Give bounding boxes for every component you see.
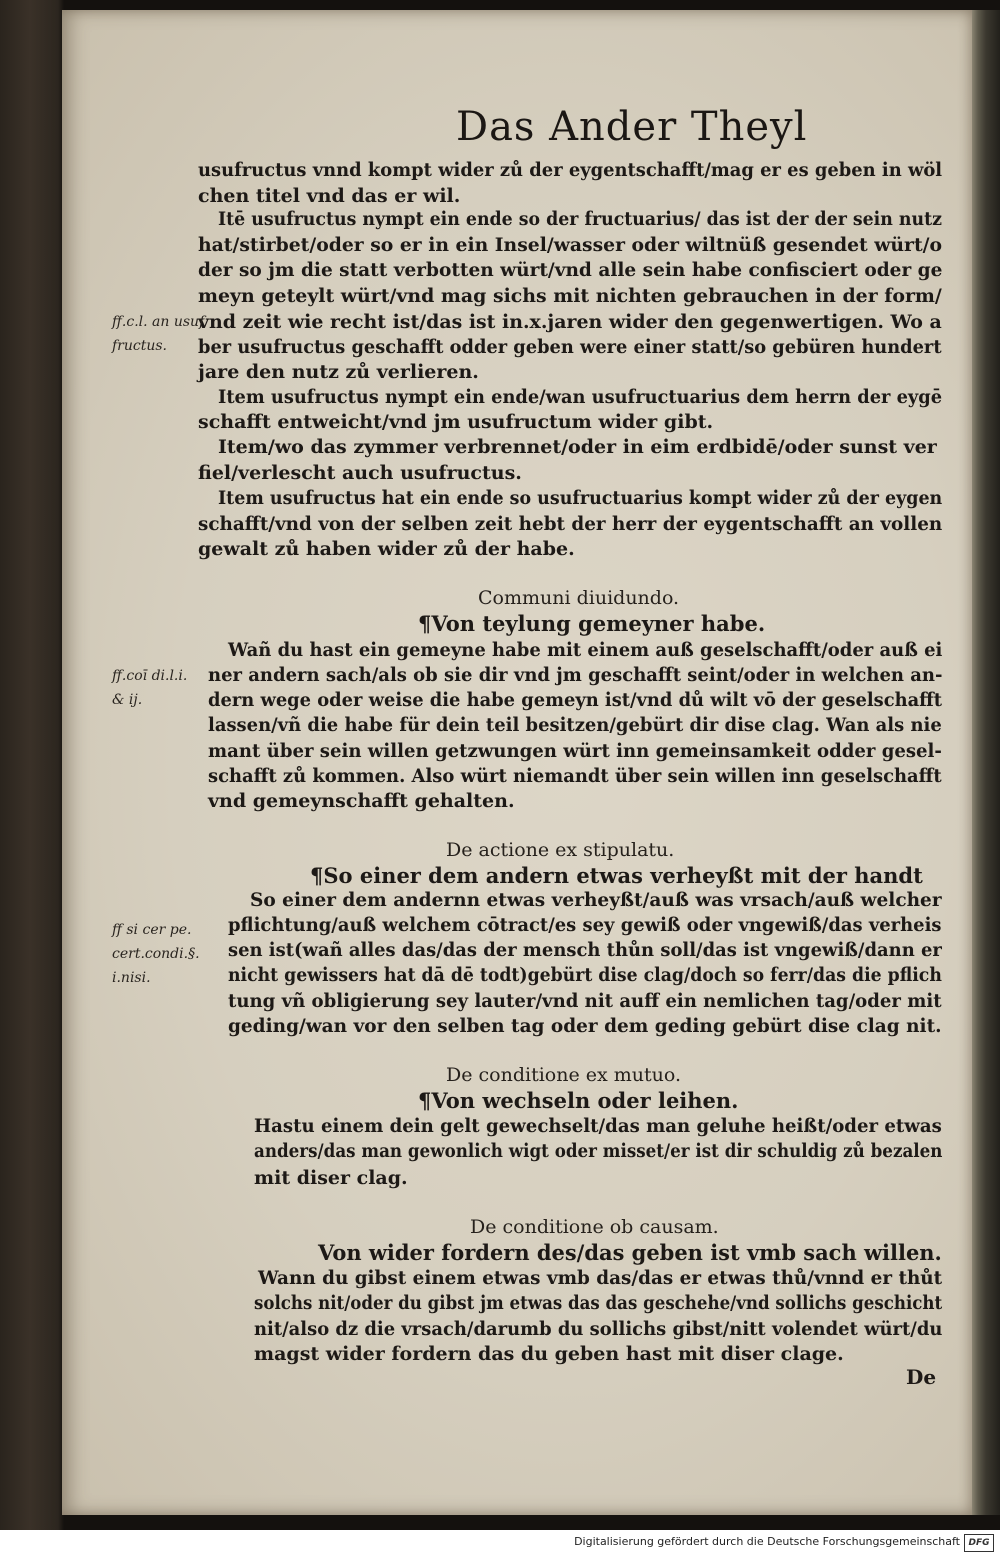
section-subheading: ¶So einer dem andern etwas verheyßt mit der handt (310, 863, 923, 888)
text-line: nicht gewissers hat dā dē todt)gebürt dise clag/doch so ferr/das die pflich (228, 964, 942, 986)
text-line: hat/stirbet/oder so er in ein Insel/wasser oder wiltnüß gesendet würt/o (198, 234, 942, 256)
footer-credit: Digitalisierung gefördert durch die Deutsche Forschungsgemeinschaft (574, 1535, 960, 1548)
margin-note: cert.condi.§. (112, 946, 200, 962)
dfg-logo-icon: DFG (964, 1534, 994, 1552)
text-line: mant über sein willen getzwungen würt inn gemeinsamkeit odder gesel- (208, 740, 942, 762)
text-line: schafft/vnd von der selben zeit hebt der herr der eygentschafft an vollen (198, 513, 943, 535)
section-subheading: ¶Von teylung gemeyner habe. (418, 611, 766, 636)
text-line: ner andern sach/als ob sie dir vnd jm geschafft seint/oder in welchen an- (208, 664, 943, 686)
footer-strip (0, 1530, 1000, 1555)
text-line: Wañ du hast ein gemeyne habe mit einem auß geselschafft/oder auß ei (228, 639, 943, 661)
text-line: ber usufructus geschafft odder geben were einer statt/so gebüren hundert (198, 336, 942, 358)
section-subheading: ¶Von wechseln oder leihen. (418, 1088, 739, 1113)
text-line: lassen/vñ die habe für dein teil besitzen/gebürt dir dise clag. Wan als nie (208, 714, 942, 736)
section-heading: De conditione ob causam. (470, 1216, 719, 1238)
text-line: Item usufructus nympt ein ende/wan usufructuarius dem herrn der eygē (218, 386, 943, 408)
margin-note: ff.c.l. an usuf (112, 314, 205, 330)
text-line: mit diser clag. (254, 1167, 408, 1189)
text-line: der so jm die statt verbotten würt/vnd alle sein habe confisciert oder ge (198, 259, 943, 281)
text-line: schafft entweicht/vnd jm usufructum wider gibt. (198, 411, 714, 433)
margin-note: & ij. (112, 692, 143, 708)
section-heading: Communi diuidundo. (478, 587, 680, 609)
text-line: dern wege oder weise die habe gemeyn ist/vnd dů wilt vō der geselschafft (208, 689, 943, 711)
text-line: Item/wo das zymmer verbrennet/oder in eim erdbidē/oder sunst ver (218, 436, 937, 458)
margin-note: ff si cer pe. (112, 922, 192, 938)
text-line: chen titel vnd das er wil. (198, 185, 461, 207)
text-line: Itē usufructus nympt ein ende so der fructuarius/ das ist der der sein nutz (218, 208, 943, 230)
section-subheading: Von wider fordern des/das geben ist vmb sach willen. (318, 1240, 942, 1265)
text-line: pflichtung/auß welchem cōtract/es sey gewiß oder vngewiß/das verheis (228, 914, 942, 936)
catchword: De (906, 1365, 937, 1389)
text-line: tung vñ obligierung sey lauter/vnd nit auff ein nemlichen tag/oder mit (228, 990, 942, 1012)
text-line: fiel/verlescht auch usufructus. (198, 462, 522, 484)
text-line: usufructus vnnd kompt wider zů der eygentschafft/mag er es geben in wöl (198, 159, 943, 181)
text-line: nit/also dz die vrsach/darumb du sollichs gibst/nitt volendet würt/du (254, 1318, 943, 1340)
margin-note: ff.coī di.l.i. (112, 668, 188, 684)
text-line: Item usufructus hat ein ende so usufructuarius kompt wider zů der eygen (218, 487, 943, 509)
text-line: schafft zů kommen. Also würt niemandt über sein willen inn geselschafft (208, 765, 942, 787)
section-heading: De actione ex stipulatu. (446, 839, 675, 861)
text-line: solchs nit/oder du gibst jm etwas das das geschehe/vnd sollichs geschicht (254, 1292, 943, 1314)
text-line: gewalt zů haben wider zů der habe. (198, 538, 575, 560)
text-line: meyn geteylt würt/vnd mag sichs mit nichten gebrauchen in der form/ (198, 285, 942, 307)
text-line: So einer dem andernn etwas verheyßt/auß was vrsach/auß welcher (250, 889, 942, 911)
text-line: magst wider fordern das du geben hast mit diser clage. (254, 1343, 844, 1365)
text-line: geding/wan vor den selben tag oder dem geding gebürt dise clag nit. (228, 1015, 942, 1037)
text-line: sen ist(wañ alles das/das der mensch thůn soll/das ist vngewiß/dann er (228, 939, 942, 961)
text-line: Hastu einem dein gelt gewechselt/das man geluhe heißt/oder etwas (254, 1115, 942, 1137)
text-line: vnd zeit wie recht ist/das ist in.x.jaren wider den gegenwertigen. Wo a (198, 311, 942, 333)
running-head: Das Ander Theyl (456, 104, 808, 150)
margin-note: i.nisi. (112, 970, 151, 986)
text-line: jare den nutz zů verlieren. (198, 361, 479, 383)
text-line: vnd gemeynschafft gehalten. (208, 790, 515, 812)
section-heading: De conditione ex mutuo. (446, 1064, 682, 1086)
text-line: Wann du gibst einem etwas vmb das/das er etwas thů/vnnd er thůt (258, 1267, 943, 1289)
page-edge (972, 10, 1000, 1515)
margin-note: fructus. (112, 338, 168, 354)
text-line: anders/das man gewonlich wigt oder misset/er ist dir schuldig zů bezalen (254, 1140, 943, 1162)
